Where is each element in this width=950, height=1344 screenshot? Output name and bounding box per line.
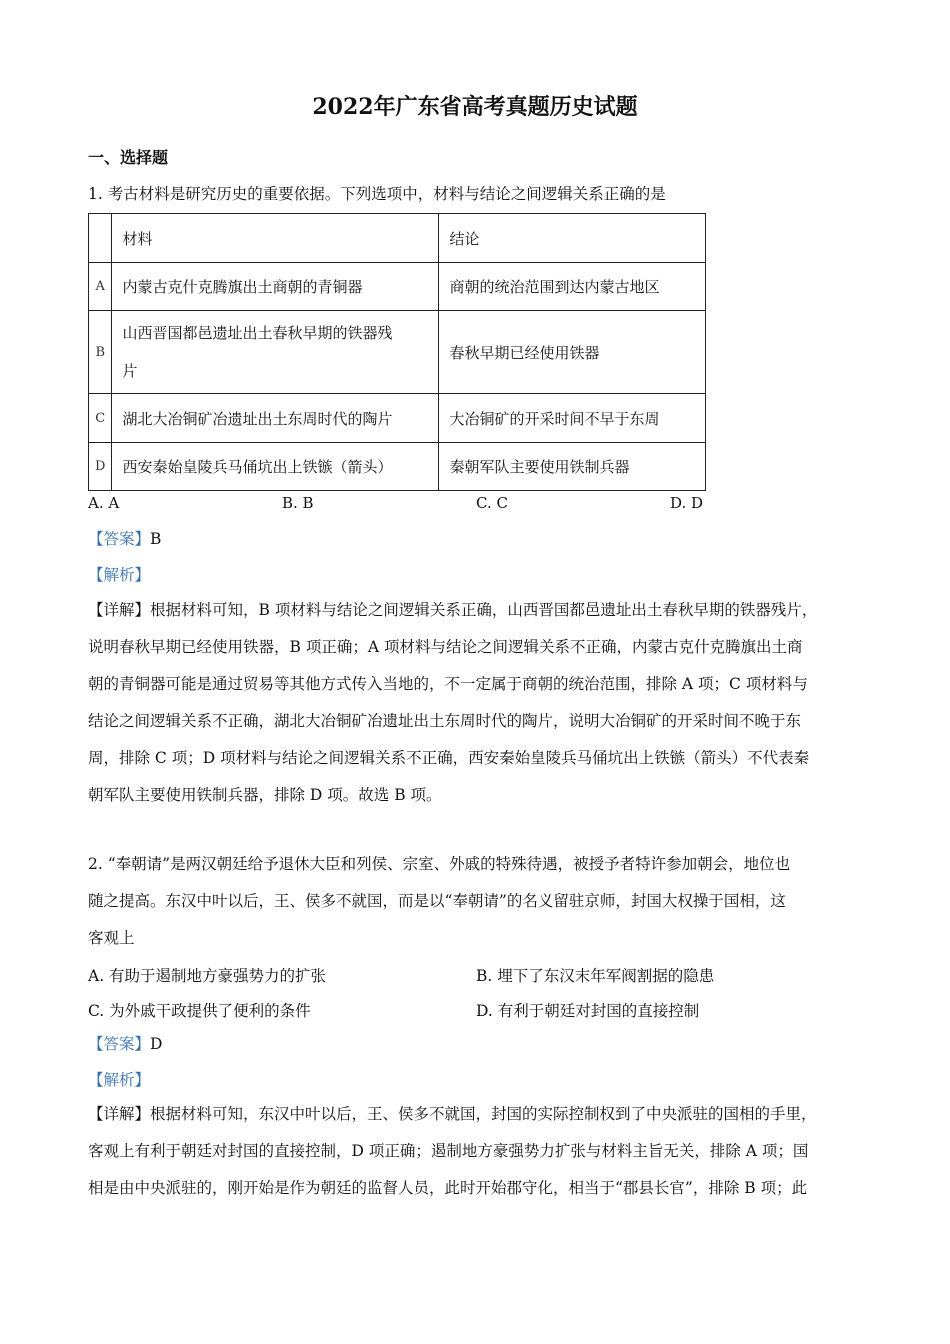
q1-option-c: C. C bbox=[476, 494, 508, 512]
q2-option-b: B. 埋下了东汉末年军阀割据的隐患 bbox=[476, 967, 715, 985]
q2-analysis-label: 【解析】 bbox=[88, 1071, 151, 1089]
row-material: 湖北大冶铜矿冶遗址出土东周时代的陶片 bbox=[112, 394, 439, 443]
q2-answer bbox=[88, 1034, 162, 1054]
table-row bbox=[89, 394, 706, 443]
detail-label: 【详解】 bbox=[88, 601, 151, 619]
stem-line: 2. “奉朝请”是两汉朝廷给予退休大臣和列侯、宗室、外戚的特殊待遇，被授予者特许参加朝会，地位也 bbox=[88, 855, 791, 873]
q1-detail bbox=[88, 592, 863, 814]
row-material-line: 片 bbox=[122, 362, 138, 380]
q1-analysis-label: 【解析】 bbox=[88, 566, 151, 584]
detail-line: 朝军队主要使用铁制兵器，排除 D 项。故选 B 项。 bbox=[88, 786, 442, 804]
detail-line bbox=[88, 592, 863, 629]
q1-option-d: D. D bbox=[670, 494, 704, 512]
row-material: 内蒙古克什克腾旗出土商朝的青铜器 bbox=[112, 263, 439, 311]
detail-line: 朝的青铜器可能是通过贸易等其他方式传入当地的，不一定属于商朝的统治范围，排除 A 项；C 项材料与 bbox=[88, 675, 808, 693]
q2-detail bbox=[88, 1096, 863, 1207]
stem-line: 客观上 bbox=[88, 929, 135, 947]
row-letter: C bbox=[89, 394, 112, 443]
detail-text: 根据材料可知，东汉中叶以后，王、侯多不就国，封国的实际控制权到了中央派驻的国相的手里， bbox=[150, 1105, 817, 1123]
q1-answer bbox=[88, 529, 161, 549]
detail-line: 说明春秋早期已经使用铁器，B 项正确；A 项材料与结论之间逻辑关系不正确，内蒙古克什克腾旗出土商 bbox=[88, 638, 803, 656]
table-row bbox=[89, 263, 706, 311]
detail-label: 【详解】 bbox=[88, 1105, 151, 1123]
detail-line: 相是由中央派驻的，刚开始是作为朝廷的监督人员，此时开始郡守化，相当于“郡县长官”，排除 B 项；此 bbox=[88, 1179, 808, 1197]
row-conclusion: 商朝的统治范围到达内蒙古地区 bbox=[439, 263, 706, 311]
q1-option-a: A. A bbox=[88, 494, 120, 512]
detail-text: 根据材料可知，B 项材料与结论之间逻辑关系正确，山西晋国都邑遗址出土春秋早期的铁器残片， bbox=[150, 601, 818, 619]
section-heading: 一、选择题 bbox=[88, 148, 169, 167]
detail-line: 周，排除 C 项；D 项材料与结论之间逻辑关系不正确，西安秦始皇陵兵马俑坑出上铁镞（箭头）不代表秦 bbox=[88, 749, 810, 767]
q2-option-a: A. 有助于遏制地方豪强势力的扩张 bbox=[88, 967, 327, 985]
answer-label: 【答案】 bbox=[88, 1035, 151, 1053]
q1-stem: 1. 考古材料是研究历史的重要依据。下列选项中，材料与结论之间逻辑关系正确的是 bbox=[88, 185, 666, 203]
table-header-material: 材料 bbox=[112, 214, 439, 263]
answer-value: B bbox=[150, 530, 162, 548]
row-material-line: 山西晋国都邑遗址出土春秋早期的铁器残 bbox=[122, 324, 393, 342]
table-header-conclusion: 结论 bbox=[439, 214, 706, 263]
table-row bbox=[89, 443, 706, 491]
page-title: 2022年广东省高考真题历史试题 bbox=[312, 94, 638, 120]
row-material bbox=[112, 311, 439, 394]
answer-value: D bbox=[150, 1035, 163, 1053]
row-material: 西安秦始皇陵兵马俑坑出上铁镞（箭头） bbox=[112, 443, 439, 491]
row-conclusion: 秦朝军队主要使用铁制兵器 bbox=[439, 443, 706, 491]
row-conclusion: 大冶铜矿的开采时间不早于东周 bbox=[439, 394, 706, 443]
q2-stem bbox=[88, 846, 863, 957]
q2-option-d: D. 有利于朝廷对封国的直接控制 bbox=[476, 1002, 700, 1020]
detail-line: 结论之间逻辑关系不正确，湖北大冶铜矿冶遗址出土东周时代的陶片，说明大冶铜矿的开采时间不晚于东 bbox=[88, 712, 802, 730]
table-row bbox=[89, 311, 706, 394]
row-letter: B bbox=[89, 311, 112, 394]
stem-line: 随之提高。东汉中叶以后，王、侯多不就国，而是以“奉朝请”的名义留驻京师，封国大权操于国相，这 bbox=[88, 892, 786, 910]
q1-option-b: B. B bbox=[282, 494, 314, 512]
row-letter: A bbox=[89, 263, 112, 311]
detail-line: 客观上有利于朝廷对封国的直接控制，D 项正确；遏制地方豪强势力扩张与材料主旨无关，排除 A 项；国 bbox=[88, 1142, 809, 1160]
table-header-row bbox=[89, 214, 706, 263]
table-header-empty bbox=[89, 214, 112, 263]
answer-label: 【答案】 bbox=[88, 530, 151, 548]
row-conclusion: 春秋早期已经使用铁器 bbox=[439, 311, 706, 394]
detail-line bbox=[88, 1096, 863, 1133]
row-letter: D bbox=[89, 443, 112, 491]
q1-table bbox=[88, 213, 706, 491]
q2-option-c: C. 为外戚干政提供了便利的条件 bbox=[88, 1002, 311, 1020]
